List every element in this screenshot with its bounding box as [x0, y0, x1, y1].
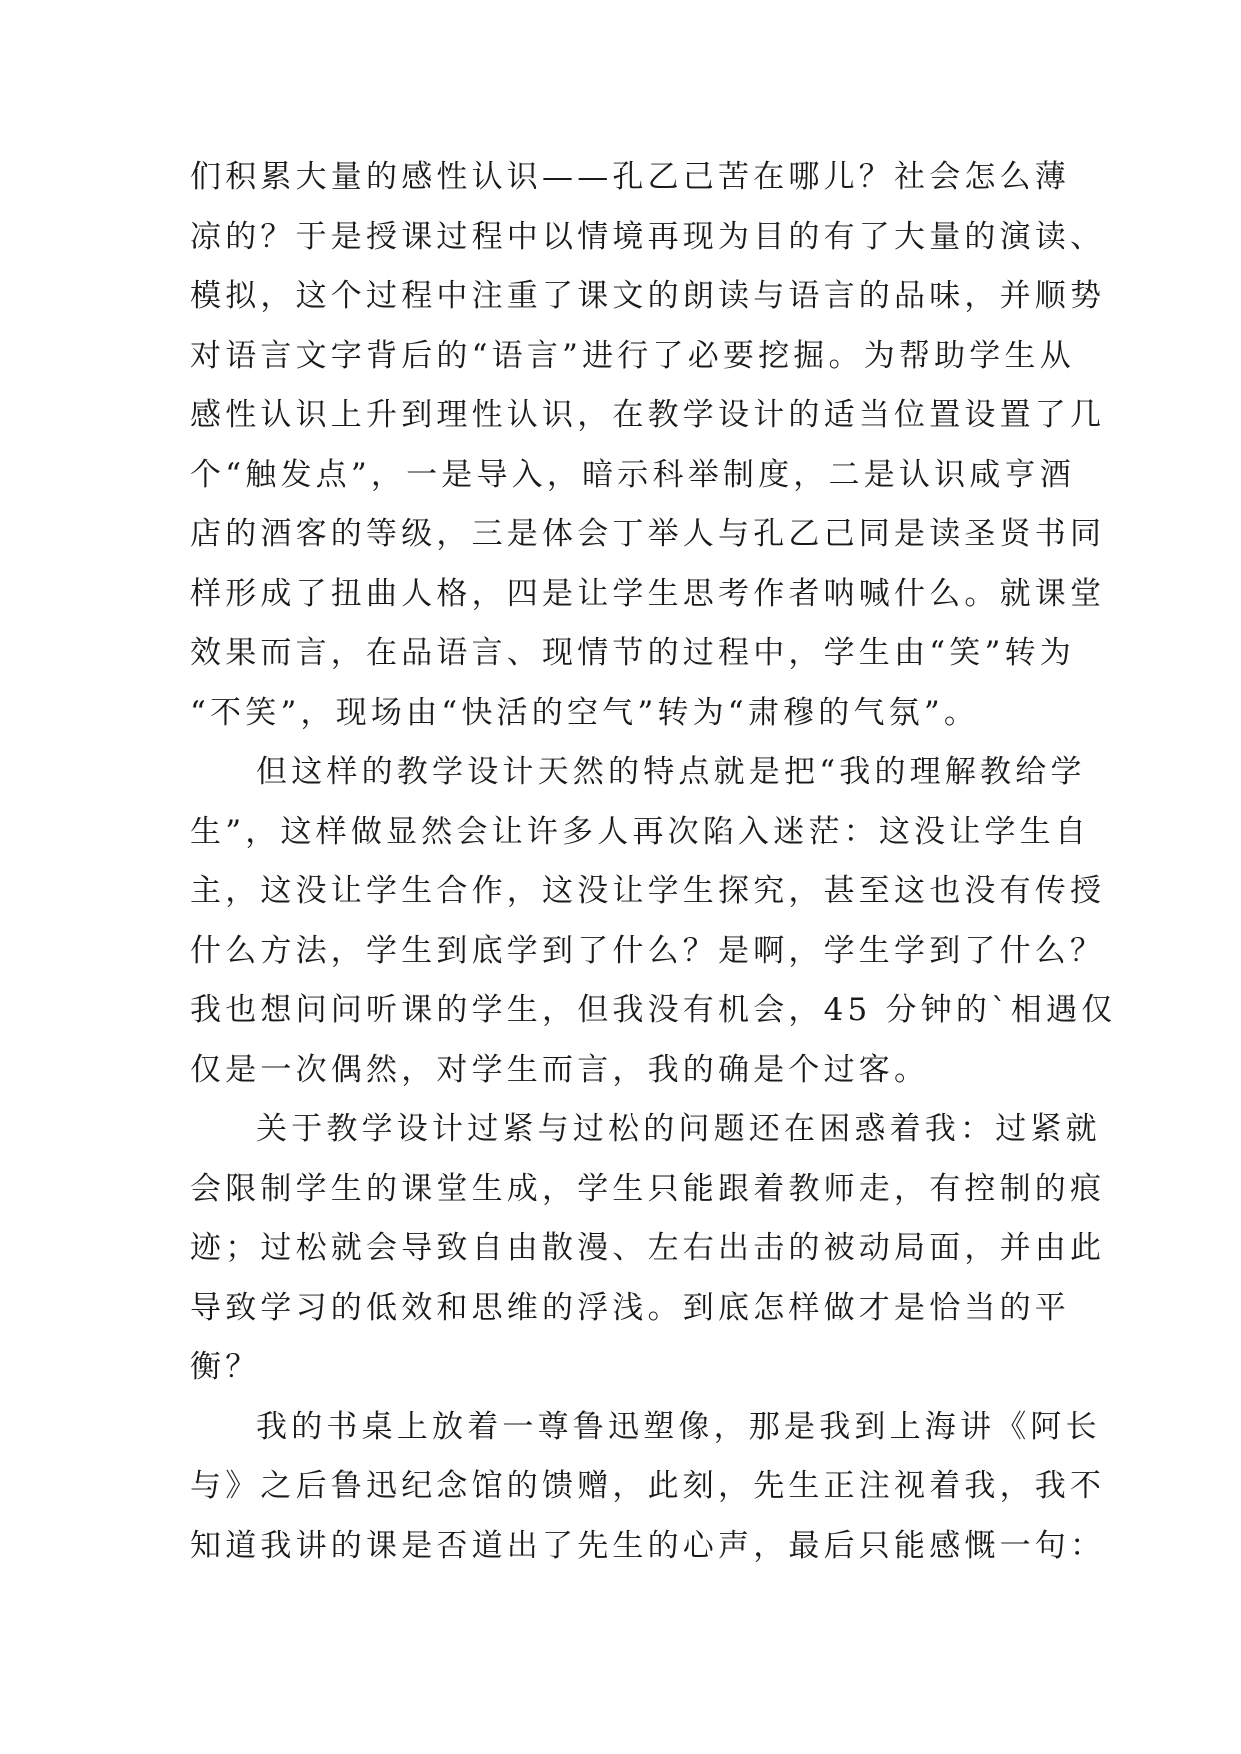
text-line: 个“触发点”，一是导入，暗示科举制度，二是认识咸亨酒: [190, 456, 1075, 493]
text-line: 感性认识上升到理性认识，在教学设计的适当位置设置了几: [190, 397, 1106, 433]
text-line: 对语言文字背后的“语言”进行了必要挖掘。为帮助学生从: [190, 337, 1075, 374]
text-line: 样形成了扭曲人格，四是让学生思考作者呐喊什么。就课堂: [190, 575, 1106, 612]
paragraph-first-line: 我的书桌上放着一尊鲁迅塑像，那是我到上海讲《阿长: [256, 1408, 1101, 1445]
text-line: 们积累大量的感性认识——孔乙己苦在哪儿？社会怎么薄: [190, 159, 1070, 195]
text-line: “不笑”，现场由“快活的空气”转为“肃穆的气氛”。: [190, 694, 980, 731]
text-line: 生”，这样做显然会让许多人再次陷入迷茫：这没让学生自: [190, 813, 1091, 850]
text-line: 凉的？于是授课过程中以情境再现为目的有了大量的演读、: [190, 218, 1106, 255]
text-line: 迹；过松就会导致自由散漫、左右出击的被动局面，并由此: [190, 1230, 1106, 1266]
text-line: 主，这没让学生合作，这没让学生探究，甚至这也没有传授: [190, 873, 1106, 909]
text-line: 衡？: [190, 1349, 261, 1385]
text-line: 知道我讲的课是否道出了先生的心声，最后只能感慨一句：: [190, 1527, 1106, 1564]
text-line: 模拟，这个过程中注重了课文的朗读与语言的品味，并顺势: [190, 278, 1106, 314]
text-line: 店的酒客的等级，三是体会丁举人与孔乙己同是读圣贤书同: [190, 516, 1106, 552]
body-text: [190, 148, 1117, 1576]
text-line: 导致学习的低效和思维的浮浅。到底怎样做才是恰当的平: [190, 1289, 1070, 1326]
text-line: 我也想问问听课的学生，但我没有机会，45 分钟的`相遇仅: [190, 992, 1117, 1028]
text-line: 仅是一次偶然，对学生而言，我的确是个过客。: [190, 1051, 930, 1088]
paragraph-first-line: 但这样的教学设计天然的特点就是把“我的理解教给学: [256, 754, 1086, 790]
text-line: 与》之后鲁迅纪念馆的馈赠，此刻，先生正注视着我，我不: [190, 1468, 1106, 1504]
paragraph-first-line: 关于教学设计过紧与过松的问题还在困惑着我：过紧就: [256, 1111, 1101, 1147]
text-line: 会限制学生的课堂生成，学生只能跟着教师走，有控制的痕: [190, 1170, 1106, 1207]
text-line: 效果而言，在品语言、现情节的过程中，学生由“笑”转为: [190, 635, 1075, 671]
text-line: 什么方法，学生到底学到了什么？是啊，学生学到了什么？: [190, 932, 1106, 969]
